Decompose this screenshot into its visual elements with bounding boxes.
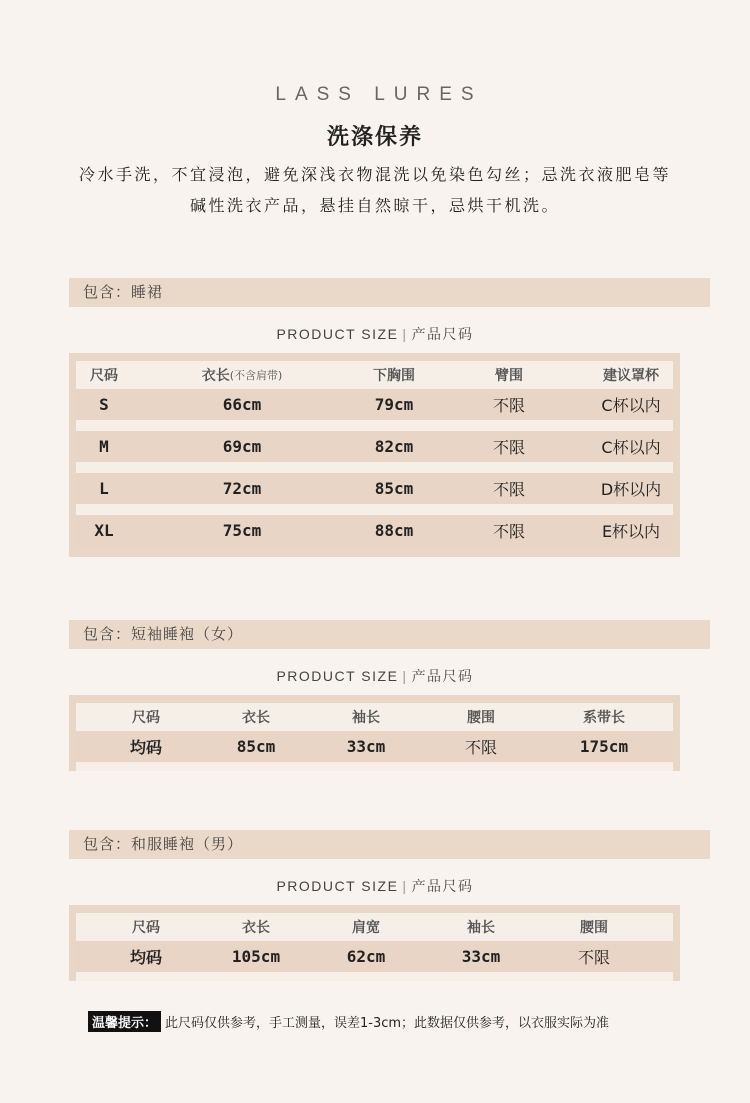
product-size-en: PRODUCT SIZE — [276, 878, 399, 894]
row-divider — [76, 462, 673, 473]
header-tie-length: 系带长 — [583, 710, 625, 726]
header-length — [172, 361, 312, 389]
cell-size: 均码 — [129, 738, 162, 757]
cell-arm: 不限 — [492, 438, 525, 457]
product-size-cn: 产品尺码 — [411, 669, 474, 685]
cell-length: 72cm — [222, 479, 262, 498]
cell-sleeve: 33cm — [461, 947, 501, 966]
cell-arm: 不限 — [492, 480, 525, 499]
table-header-row — [76, 361, 673, 389]
row-divider — [76, 420, 673, 431]
table-header-row — [76, 703, 673, 731]
cell-shoulder: 62cm — [346, 947, 386, 966]
cell-length: 75cm — [222, 521, 262, 540]
product-size-label — [0, 324, 750, 344]
product-size-cn: 产品尺码 — [411, 327, 474, 343]
table-row — [76, 431, 673, 462]
brand-title: LASS LURES — [275, 84, 483, 105]
cell-cup: C杯以内 — [601, 438, 661, 457]
product-size-cn: 产品尺码 — [411, 879, 474, 895]
header-length-note: (不含肩带) — [229, 369, 283, 382]
cell-waist: 不限 — [464, 738, 497, 757]
row-divider — [76, 504, 673, 515]
tip-text: 此尺码仅供参考，手工测量，误差1-3cm；此数据仅供参考，以衣服实际为准 — [165, 1016, 610, 1031]
cell-size: S — [99, 395, 109, 414]
section-title-nightdress: 包含：睡裙 — [69, 278, 710, 307]
header-size: 尺码 — [132, 920, 160, 936]
header-length-label: 衣长 — [201, 368, 230, 384]
cell-length: 105cm — [231, 947, 281, 966]
cell-cup: C杯以内 — [601, 396, 661, 415]
cell-length: 69cm — [222, 437, 262, 456]
table-row — [76, 389, 673, 420]
size-table-nightdress — [69, 353, 680, 557]
product-size-separator: | — [402, 878, 408, 894]
header-size: 尺码 — [132, 710, 160, 726]
cell-arm: 不限 — [492, 396, 525, 415]
section-title-mens-kimono: 包含：和服睡袍（男） — [69, 830, 710, 859]
table-row — [76, 731, 673, 762]
header-sleeve: 袖长 — [352, 710, 380, 726]
product-size-en: PRODUCT SIZE — [276, 668, 399, 684]
size-table-womens-robe — [69, 695, 680, 771]
cell-size: XL — [94, 521, 114, 540]
cell-tie-length: 175cm — [579, 737, 629, 756]
cell-arm: 不限 — [492, 522, 525, 541]
product-size-label — [0, 666, 750, 686]
product-size-en: PRODUCT SIZE — [276, 326, 399, 342]
header-waist: 腰围 — [467, 710, 495, 726]
cell-length: 85cm — [236, 737, 276, 756]
header-length: 衣长 — [242, 920, 270, 936]
row-divider — [76, 762, 673, 771]
product-size-separator: | — [402, 668, 408, 684]
table-header-row — [76, 913, 673, 941]
table-row — [76, 941, 673, 972]
table-row — [76, 473, 673, 504]
header-underbust: 下胸围 — [373, 368, 415, 384]
cell-cup: D杯以内 — [600, 480, 662, 499]
row-divider — [76, 972, 673, 981]
cell-size: 均码 — [129, 948, 162, 967]
header-cup: 建议罩杯 — [603, 368, 659, 384]
cell-sleeve: 33cm — [346, 737, 386, 756]
cell-underbust: 85cm — [374, 479, 414, 498]
cell-underbust: 88cm — [374, 521, 414, 540]
product-size-separator: | — [402, 326, 408, 342]
section-title-womens-robe: 包含：短袖睡袍（女） — [69, 620, 710, 649]
product-size-label — [0, 876, 750, 896]
header-size: 尺码 — [90, 368, 118, 384]
cell-underbust: 82cm — [374, 437, 414, 456]
cell-underbust: 79cm — [374, 395, 414, 414]
care-title: 洗涤保养 — [326, 125, 423, 150]
tip-badge: 温馨提示： — [88, 1011, 161, 1032]
cell-size: L — [99, 479, 109, 498]
cell-size: M — [99, 437, 109, 456]
header-arm: 臂围 — [495, 368, 523, 384]
cell-length: 66cm — [222, 395, 262, 414]
header-sleeve: 袖长 — [467, 920, 495, 936]
care-instructions-line-1: 冷水手洗，不宜浸泡，避免深浅衣物混洗以免染色勾丝；忌洗衣液肥皂等 — [78, 165, 671, 184]
header-shoulder: 肩宽 — [352, 920, 380, 936]
tip-note — [88, 1011, 609, 1032]
header-length: 衣长 — [242, 710, 270, 726]
header-waist: 腰围 — [580, 920, 608, 936]
care-instructions-line-2: 碱性洗衣产品，悬挂自然晾干，忌烘干机洗。 — [189, 196, 560, 215]
table-row — [76, 515, 673, 546]
size-table-mens-kimono — [69, 905, 680, 981]
cell-waist: 不限 — [577, 948, 610, 967]
cell-cup: E杯以内 — [601, 522, 661, 541]
